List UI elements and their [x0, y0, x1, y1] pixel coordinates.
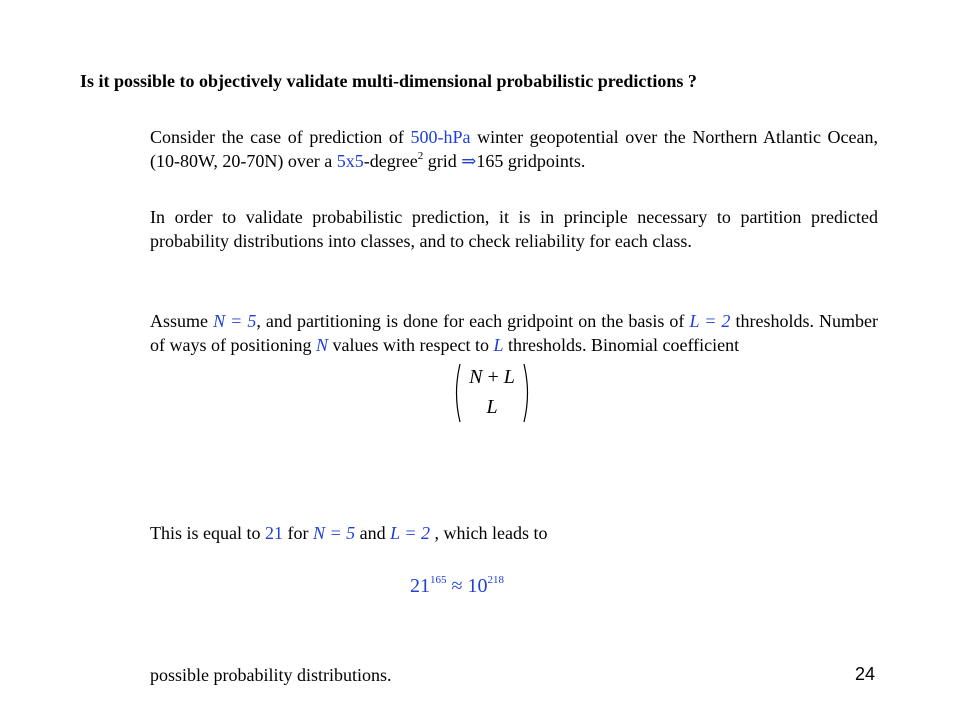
highlight-500-hpa: 500-hPa: [410, 127, 471, 147]
text-run: thresholds. Number of ways of positioning: [150, 311, 879, 355]
binomial-top-b: L: [503, 366, 515, 388]
text-run: 165 gridpoints.: [476, 151, 586, 171]
text-run: grid: [423, 151, 462, 171]
text-run: thresholds. Binomial coefficient: [503, 335, 740, 355]
text-run: , and partitioning is done for each gridpoint on the basis of: [256, 311, 690, 331]
paragraph-geopotential-case: [150, 125, 878, 173]
text-run: Assume: [150, 311, 214, 331]
text-run: Consider the case of prediction of: [150, 127, 411, 147]
text-run: and: [355, 523, 391, 543]
paragraph-assumption: [150, 309, 878, 357]
slide-title: Is it possible to objectively validate multi-dimensional probabilistic predictions ?: [80, 71, 697, 91]
highlight-n: N: [316, 335, 329, 355]
text-run: winter geopotential over the Northern Atlantic Ocean, (10-80W, 20-70N) over a: [150, 127, 878, 171]
text-run: values with respect to: [328, 335, 494, 355]
highlight-5x5: 5x5: [336, 151, 364, 171]
formula-base-21: 21: [410, 575, 430, 597]
implies-arrow-icon: ⇒: [461, 151, 477, 171]
binomial-bottom: L: [486, 396, 498, 418]
formula-total: [410, 575, 570, 598]
highlight-l-equals: L = 2: [689, 311, 731, 331]
paragraph-result: [150, 521, 878, 545]
page-number: 24: [855, 664, 876, 684]
binomial-plus: +: [487, 366, 499, 388]
paragraph-conclusion: possible probability distributions.: [150, 665, 392, 685]
formula-exp-165: 165: [430, 574, 447, 587]
formula-exp-218: 218: [487, 574, 504, 587]
binomial-top: [452, 366, 532, 389]
text-run: -degree: [363, 151, 418, 171]
text-run: for: [283, 523, 313, 543]
highlight-n-equals: N = 5: [313, 523, 356, 543]
formula-approx: ≈: [446, 575, 468, 597]
highlight-n-equals: N = 5: [213, 311, 257, 331]
text-run: This is equal to: [150, 523, 265, 543]
binomial-coefficient: [452, 362, 532, 424]
formula-base-10: 10: [467, 575, 488, 597]
highlight-21: 21: [265, 523, 283, 543]
paragraph-validation: In order to validate probabilistic prediction, it is in principle necessary to partition predicted probability distributions into classes, and to check reliability for each class.: [150, 207, 878, 251]
highlight-l-equals: L = 2: [390, 523, 430, 543]
highlight-l: L: [493, 335, 504, 355]
superscript-2: 2: [417, 150, 424, 162]
text-run: , which leads to: [430, 523, 548, 543]
binomial-top-a: N: [469, 366, 483, 388]
